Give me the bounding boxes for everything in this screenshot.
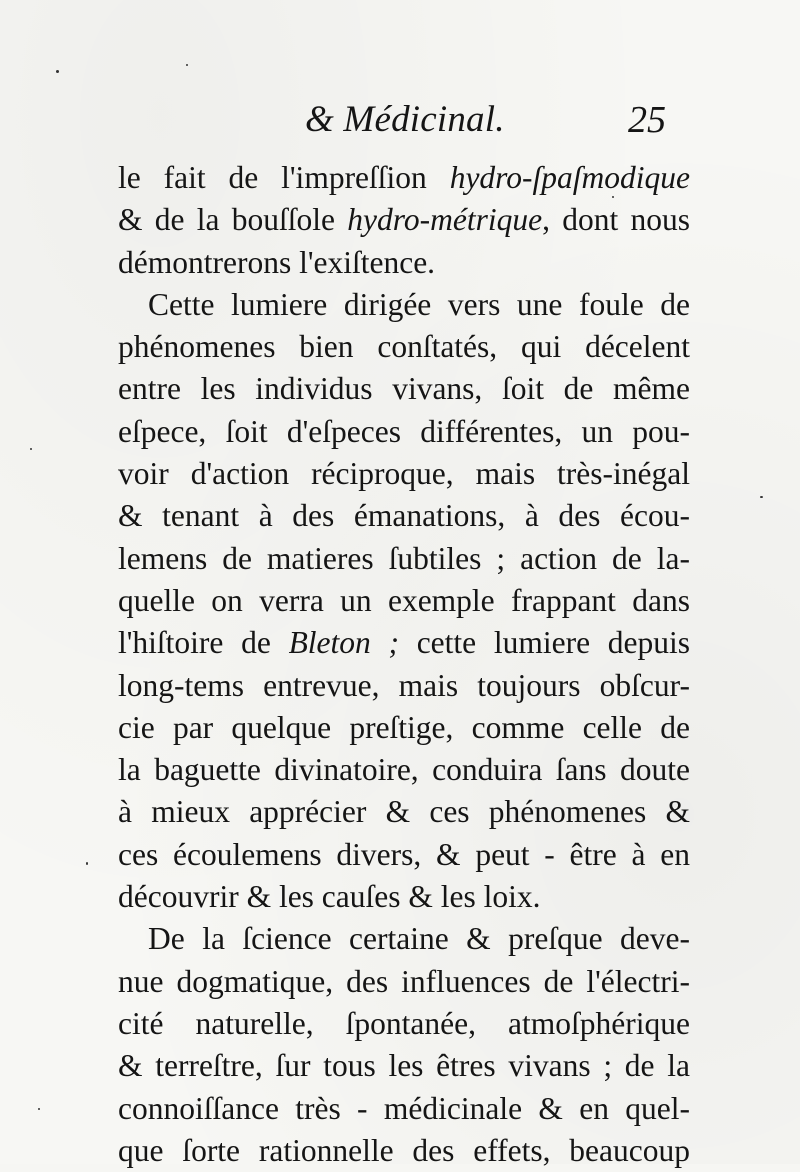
text-run: la baguette divinatoire, conduira ſans doute (118, 752, 690, 788)
text-run: & terreſtre, ſur tous les êtres vivans ; de la (118, 1048, 690, 1084)
text-line (118, 284, 690, 326)
text-run: cie par quelque preſtige, comme celle de (118, 709, 690, 745)
text-run: à mieux apprécier & ces phénomenes & (118, 794, 690, 830)
text-run: long-tems entrevue, mais toujours obſcur- (118, 667, 690, 703)
text-run: & de la bouſſole (118, 202, 348, 238)
text-line (118, 1003, 690, 1045)
text-run: ces écoulemens divers, & peut - être à en (118, 836, 690, 872)
body-text (118, 157, 690, 1172)
text-run: cette lumiere depuis (398, 625, 690, 661)
italic-text: hydro-métrique (347, 202, 543, 238)
text-line (118, 157, 690, 199)
text-line (118, 580, 690, 622)
page-header (0, 98, 800, 158)
text-run: découvrir & les cauſes & les loix. (118, 879, 541, 915)
text-line (118, 961, 690, 1003)
text-run: eſpece, ſoit d'eſpeces différentes, un pou- (118, 413, 690, 449)
text-line (118, 411, 690, 453)
text-run: connoiſſance très - médicinale & en quel- (118, 1090, 690, 1126)
text-run: entre les individus vivans, ſoit de même (118, 371, 690, 407)
text-run: lemens de matieres ſubtiles ; action de la- (118, 540, 690, 576)
text-run: cité naturelle, ſpontanée, atmoſphérique (118, 1005, 690, 1041)
text-line (118, 368, 690, 410)
text-run: démontrerons l'exiſtence. (118, 244, 436, 280)
text-line (118, 1088, 690, 1130)
text-run: De la ſcience certaine & preſque deve- (148, 921, 690, 957)
text-line (118, 1130, 690, 1172)
text-line (118, 242, 690, 284)
text-line (118, 749, 690, 791)
text-run: Cette lumiere dirigée vers une foule de (148, 286, 690, 322)
text-run: l'hiſtoire de (118, 625, 289, 661)
text-line (118, 538, 690, 580)
text-run: quelle on verra un exemple frappant dans (118, 582, 690, 618)
text-line (118, 665, 690, 707)
italic-text: hydro-ſpaſmodique (449, 160, 690, 195)
text-run: phénomenes bien conſtatés, qui décelent (118, 329, 690, 365)
text-line (118, 791, 690, 833)
text-line (118, 707, 690, 749)
text-run: nue dogmatique, des influences de l'électri- (118, 963, 690, 999)
text-run: voir d'action réciproque, mais très-inégal (118, 456, 690, 492)
text-line (118, 326, 690, 368)
text-run: & tenant à des émanations, à des écou- (118, 498, 690, 534)
text-line (118, 834, 690, 876)
text-line (118, 1045, 690, 1087)
text-run: le fait de l'impreſſion (118, 160, 450, 195)
italic-text: Bleton ; (288, 625, 399, 661)
text-line (118, 876, 690, 918)
text-line (118, 199, 690, 241)
text-run: que ſorte rationnelle des effets, beaucoup (118, 1132, 690, 1168)
text-run: , dont nous (542, 202, 690, 238)
running-title: & Médicinal. (305, 99, 505, 140)
text-line (118, 622, 690, 664)
page-number: 25 (628, 99, 666, 141)
text-line (118, 918, 690, 960)
text-line (118, 495, 690, 537)
text-line (118, 453, 690, 495)
